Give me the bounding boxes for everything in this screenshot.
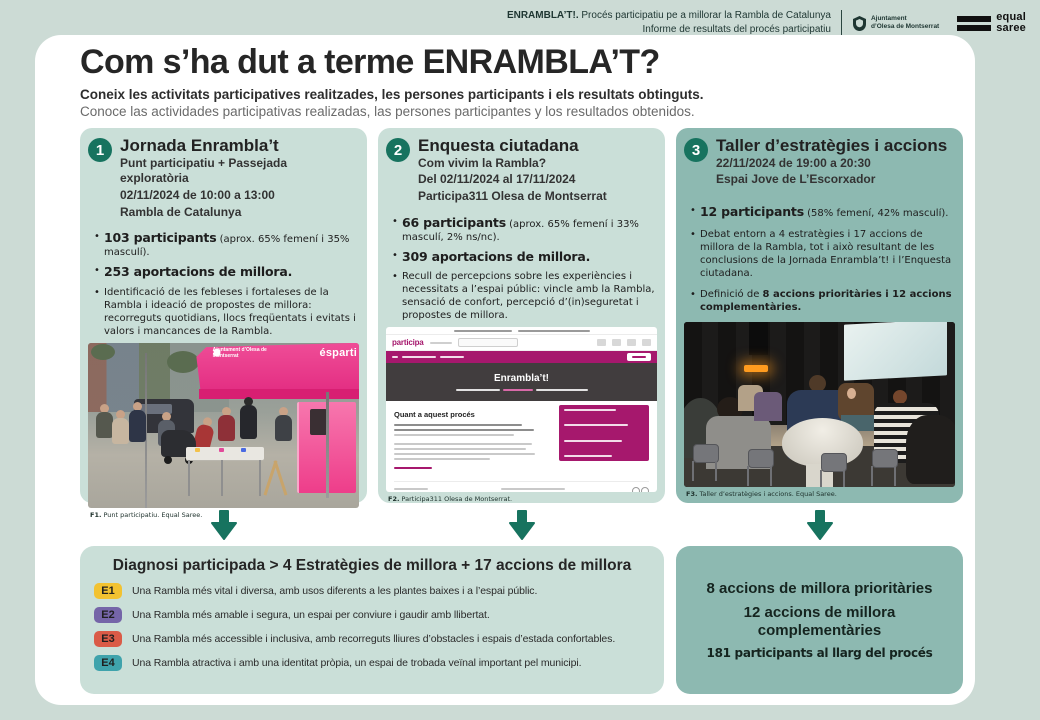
bullet-participants: • 12 participants (58% femení, 42% masculí).: [690, 204, 955, 220]
tree-shape: [167, 351, 199, 373]
folding-chair: [817, 453, 851, 488]
topbar-title: [507, 9, 831, 23]
card-jornada-enramblat: [80, 128, 367, 519]
website-header: [386, 335, 657, 351]
topbar-divider: [841, 10, 842, 36]
photo-block: [386, 327, 657, 503]
bullet-description: • Identificació de les febleses i fortaleses de la Rambla i ideació de propostes de millora: recorreguts quotidians, llocs freqüentats i evitats i valors i mancances de la Rambla.: [94, 286, 359, 338]
photo-caption: F3. Taller d’estratègies i accions. Equal Saree.: [686, 490, 837, 499]
decidim-logo-icon: [632, 487, 649, 492]
website-sidebar-links: [559, 405, 649, 461]
photo-block: [88, 343, 359, 519]
card-title: Jornada Enrambla’t: [120, 136, 279, 155]
step-2-badge: 2: [386, 138, 410, 162]
person-face: [847, 388, 856, 399]
photo-taller-workshop: [684, 322, 955, 487]
website-read-more-link: [394, 467, 432, 469]
equal-saree-line2: saree: [996, 22, 1026, 34]
strategy-e4-badge: E4: [94, 655, 122, 671]
person-head: [893, 390, 907, 404]
website-footer: [394, 481, 649, 492]
heater-glow: [744, 365, 768, 372]
page-subtitle-catalan: Coneix les activitats participatives realitzades, les persones participants i els resultats obtinguts.: [80, 87, 704, 102]
bullet-participants: • 66 participants (aprox. 65% femení i 33% masculí, 2% ns/nc).: [392, 215, 657, 244]
result-complementaries: 12 accions de millora complementàries: [743, 604, 896, 639]
topbar-text: [507, 9, 831, 37]
folding-table: [186, 447, 265, 460]
person-figure: [112, 410, 129, 444]
website-top-links: [386, 327, 657, 335]
diagnosis-title: Diagnosi participada > 4 Estratègies de millora + 17 accions de millora: [112, 557, 632, 574]
card-header: [386, 137, 657, 205]
website-hero-meta: [456, 389, 588, 391]
card-enquesta-ciutadana: [378, 128, 665, 503]
canopy-valance: [199, 389, 359, 399]
strategy-e1-badge: E1: [94, 583, 122, 599]
council-name-line1: Ajuntament: [870, 14, 907, 22]
card-title: Taller d’estratègies i accions: [716, 136, 948, 155]
topbar: [507, 9, 1026, 37]
website-section-heading: Quant a aquest procés: [394, 410, 475, 420]
ajuntament-olesa-logo: [852, 15, 939, 32]
strategy-row: [94, 655, 650, 671]
bullet-aportacions: • 253 aportacions de millora.: [94, 264, 359, 280]
canopy-council-text: Ajuntament d’Olesa de Montserrat: [212, 346, 267, 359]
participa-logo: participa: [392, 338, 424, 348]
person-figure: [275, 407, 292, 441]
card-header: [684, 137, 955, 188]
canopy-brand-text: ésparti: [319, 346, 357, 359]
strategy-e3-text: Una Rambla més accessible i inclusiva, amb recorreguts lliures d’obstacles i espais d’estada confortables.: [132, 633, 616, 645]
strategy-row: [94, 631, 650, 647]
card-bullet-list: [690, 204, 955, 322]
results-box: [676, 546, 963, 694]
speaker-shape: [749, 322, 768, 355]
wooden-chair: [261, 458, 291, 500]
card-taller-estrategies: [676, 128, 963, 503]
bullet-aportacions: • 309 aportacions de millora.: [392, 249, 657, 265]
photo-participa311-website: [386, 327, 657, 492]
photo-caption: F1. Punt participatiu. Equal Saree.: [90, 510, 203, 519]
page-subtitle-spanish: Conoce las actividades participativas realizadas, las persones participantes y los resultados obtenidos.: [80, 104, 695, 119]
card-bullet-list: [392, 215, 657, 328]
equal-saree-name: [996, 12, 1026, 34]
folding-chair: [689, 444, 723, 482]
diagnosis-box: [80, 546, 664, 694]
photo-caption: F2. Participa311 Olesa de Montserrat.: [388, 495, 513, 504]
person-figure: [129, 402, 146, 442]
equal-saree-logo: [957, 12, 1026, 34]
photo-punt-participatiu: [88, 343, 359, 508]
card-date: 02/11/2024 de 10:00 a 13:00: [120, 188, 275, 203]
result-prioritaries: 8 accions de millora prioritàries: [706, 580, 933, 598]
photo-block: [684, 322, 955, 498]
card-subtitle: Com vivim la Rambla?: [418, 155, 547, 170]
projector-screen: [844, 322, 947, 381]
step-1-badge: 1: [88, 138, 112, 162]
website-hero-title: Enrambla’t!: [493, 373, 549, 385]
table-leg: [259, 460, 261, 496]
strategy-e2-badge: E2: [94, 607, 122, 623]
result-total-participants: 181 participants al llarg del procés: [706, 645, 933, 660]
down-arrow-icon: [807, 510, 833, 540]
card-location: Espai Jove de L’Escorxador: [716, 172, 876, 187]
website-hero: [386, 363, 657, 401]
bullet-debat: • Debat entorn a 4 estratègies i 17 accions de millora de la Rambla, tot i això resultant de les conclusions de la Jornada Enrambla’t! i l’Enquesta ciutadana.: [690, 228, 955, 280]
card-date: Del 02/11/2024 al 17/11/2024: [418, 172, 576, 187]
folding-chair: [868, 449, 902, 487]
down-arrow-icon: [509, 510, 535, 540]
person-figure: [218, 407, 235, 441]
strategy-e4-text: Una Rambla atractiva i amb una identitat pròpia, un espai de trobada veïnal important pel municipi.: [132, 657, 582, 669]
card-location: Participa311 Olesa de Montserrat: [418, 189, 607, 204]
bullet-description: • Recull de percepcions sobre les experiències i necessitats a l’espai públic: vincle amb la Rambla, sensació de confort, percepció d’(in)seguretat i propostes de millora.: [392, 270, 657, 322]
council-name-line2: d’Olesa de Montserrat: [870, 23, 940, 30]
bullet-participants: • 103 participants (aprox. 65% femení i 35% masculí).: [94, 230, 359, 259]
strategy-e3-badge: E3: [94, 631, 122, 647]
equal-saree-bars-icon: [957, 13, 991, 34]
card-subtitle: Punt participatiu + Passejada exploratòria: [120, 155, 288, 186]
strategy-row: [94, 607, 650, 623]
folding-chair: [744, 449, 778, 487]
card-title: Enquesta ciutadana: [418, 136, 579, 155]
website-search-input: [458, 338, 518, 347]
website-follow-button: [627, 353, 651, 361]
jacket-on-chair: [906, 415, 955, 484]
ajuntament-crest-icon: [852, 15, 867, 32]
card-bullet-list: [94, 230, 359, 343]
person-figure: [240, 397, 257, 439]
strategy-e2-text: Una Rambla més amable i segura, un espai per conviure i gaudir amb llibertat.: [132, 609, 490, 621]
website-body: [386, 401, 657, 492]
equal-saree-line1: equal: [996, 11, 1026, 23]
step-3-badge: 3: [684, 138, 708, 162]
down-arrow-icon: [211, 510, 237, 540]
website-header-icons: [597, 339, 651, 346]
topbar-title-rest: Procés participatiu pe a millorar la Rambla de Catalunya: [578, 10, 831, 21]
strategy-row: [94, 583, 650, 599]
content-panel: [35, 35, 975, 705]
tent-pole: [326, 392, 329, 498]
card-date: 22/11/2024 de 19:00 a 20:30: [716, 155, 871, 170]
card-header: [88, 137, 359, 220]
topbar-title-bold: ENRAMBLA’T!.: [506, 10, 579, 21]
council-name: [871, 15, 939, 31]
table-leg: [188, 460, 190, 496]
topbar-subtitle: Informe de resultats del procés participatiu: [642, 24, 831, 35]
website-breadcrumb-bar: [386, 351, 657, 363]
page-title: Com s’ha dut a terme ENRAMBLA’T?: [80, 43, 660, 81]
strategy-e1-text: Una Rambla més vital i diversa, amb usos diferents a les plantes baixes i a l’espai públic.: [132, 585, 538, 597]
bullet-definicio: • Definició de 8 accions prioritàries i 12 accions complementàries.: [690, 288, 955, 314]
table-leg: [221, 460, 223, 496]
person-figure: [754, 392, 781, 422]
card-location: Rambla de Catalunya: [120, 204, 242, 219]
page-header: [80, 43, 940, 119]
person-figure: [96, 404, 113, 438]
